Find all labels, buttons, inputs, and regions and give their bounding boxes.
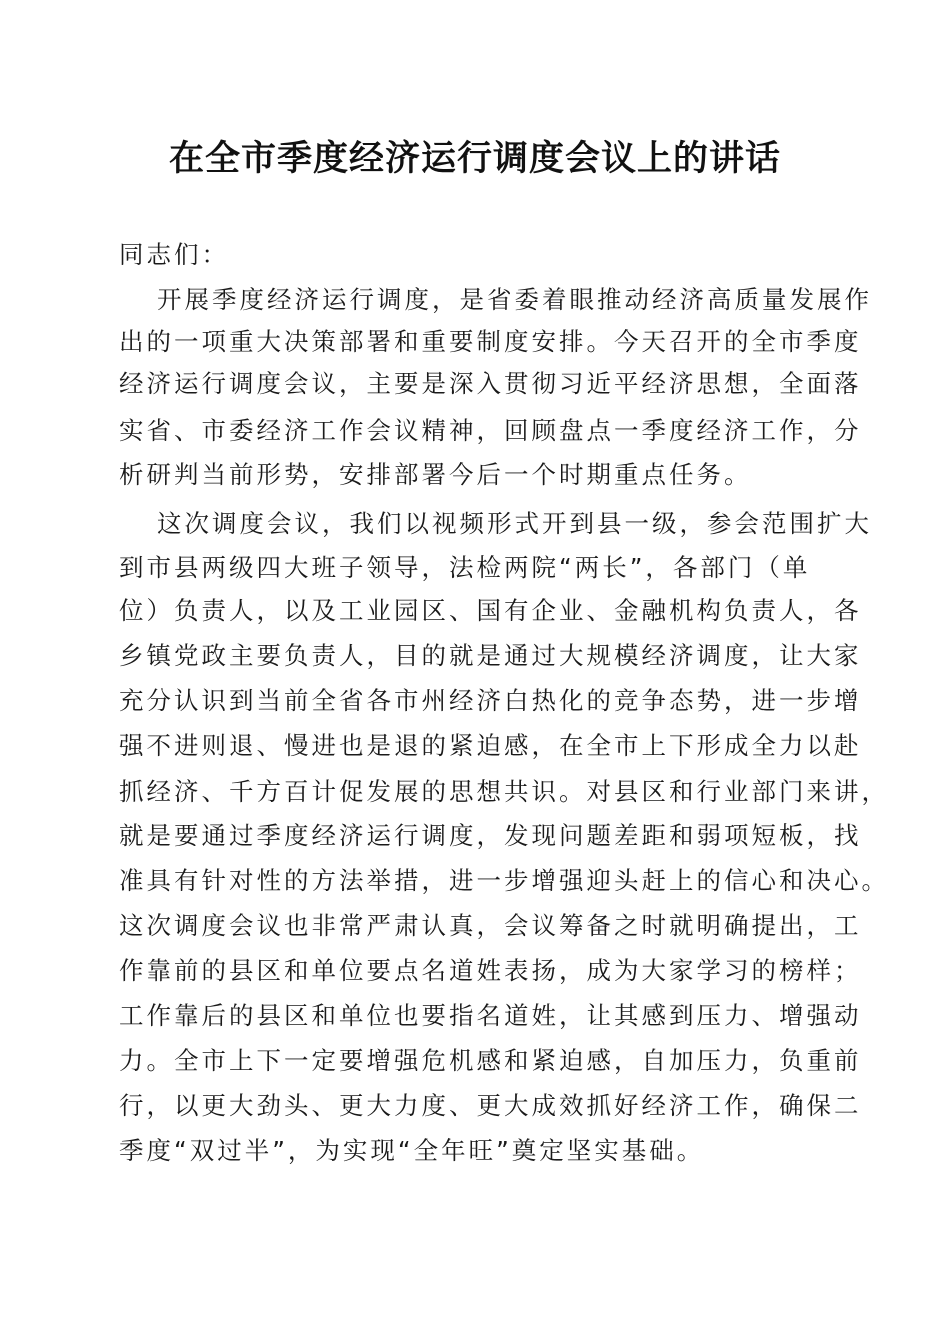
document-title: 在全市季度经济运行调度会议上的讲话 xyxy=(168,138,781,179)
paragraph-line: 作靠前的县区和单位要点名道姓表扬，成为大家学习的榜样； xyxy=(119,956,862,985)
paragraph-line: 实省、市委经济工作会议精神，回顾盘点一季度经济工作，分 xyxy=(119,416,862,445)
paragraph-line: 行，以更大劲头、更大力度、更大成效抓好经济工作，确保二 xyxy=(119,1091,862,1120)
paragraph-line: 工作靠后的县区和单位也要指名道姓，让其感到压力、增强动 xyxy=(119,1001,862,1030)
salutation: 同志们： xyxy=(119,240,229,269)
paragraph-line: 这次调度会议也非常严肃认真，会议筹备之时就明确提出，工 xyxy=(119,911,862,940)
paragraph-line: 强不进则退、慢进也是退的紧迫感，在全市上下形成全力以赴 xyxy=(119,731,862,760)
paragraph-line: 开展季度经济运行调度，是省委着眼推动经济高质量发展作 xyxy=(157,285,872,314)
paragraph-line: 位）负责人，以及工业园区、国有企业、金融机构负责人，各 xyxy=(119,596,862,625)
paragraph-line: 经济运行调度会议，主要是深入贯彻习近平经济思想，全面落 xyxy=(119,369,862,398)
paragraph-line: 乡镇党政主要负责人，目的就是通过大规模经济调度，让大家 xyxy=(119,641,862,670)
paragraph-line: 出的一项重大决策部署和重要制度安排。今天召开的全市季度 xyxy=(119,327,862,356)
paragraph-line: 抓经济、千方百计促发展的思想共识。对县区和行业部门来讲， xyxy=(119,777,889,806)
paragraph-line: 季度“双过半”，为实现“全年旺”奠定坚实基础。 xyxy=(119,1136,705,1165)
paragraph-line: 析研判当前形势，安排部署今后一个时期重点任务。 xyxy=(119,460,752,489)
paragraph-line: 力。全市上下一定要增强危机感和紧迫感，自加压力，负重前 xyxy=(119,1046,862,1075)
paragraph-line: 充分认识到当前全省各市州经济白热化的竞争态势，进一步增 xyxy=(119,686,862,715)
paragraph-line: 到市县两级四大班子领导，法检两院“两长”，各部门（单 xyxy=(119,553,811,582)
paragraph-line: 准具有针对性的方法举措，进一步增强迎头赶上的信心和决心。 xyxy=(119,866,889,895)
paragraph-line: 就是要通过季度经济运行调度，发现问题差距和弱项短板，找 xyxy=(119,821,862,850)
paragraph-line: 这次调度会议，我们以视频形式开到县一级，参会范围扩大 xyxy=(157,509,872,538)
